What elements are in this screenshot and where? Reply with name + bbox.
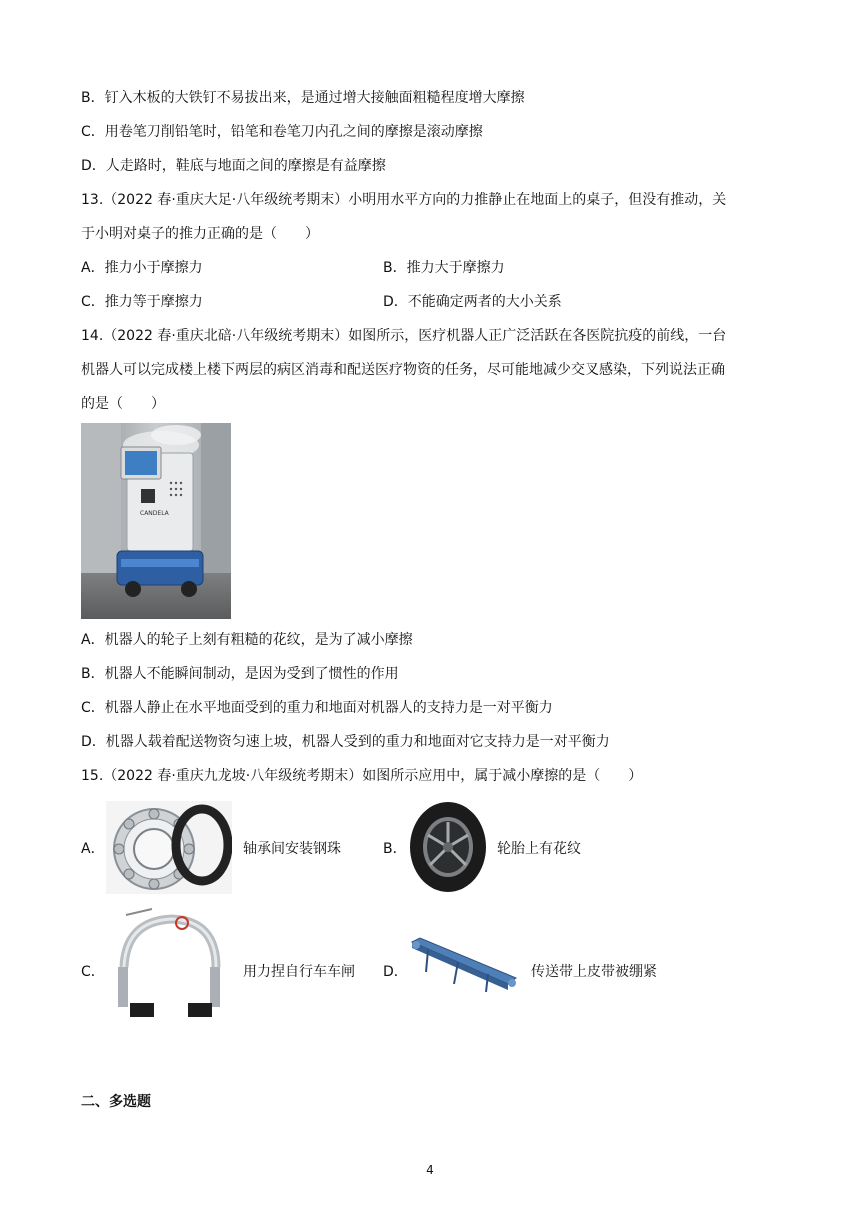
q13-option-d: D．不能确定两者的大小关系	[383, 294, 562, 310]
q15-option-d-letter: D．	[383, 964, 408, 980]
q15-option-c-letter: C．	[81, 964, 105, 980]
robot-brand-label: CANDELA	[140, 510, 169, 517]
q14-option-d: D．机器人载着配送物资匀速上坡，机器人受到的重力和地面对它支持力是一对平衡力	[81, 734, 610, 750]
q13-stem-line2: 于小明对桌子的推力正确的是（ ）	[81, 226, 319, 242]
page-number: 4	[426, 1163, 434, 1177]
q14-option-c: C．机器人静止在水平地面受到的重力和地面对机器人的支持力是一对平衡力	[81, 700, 553, 716]
q13-option-b: B．推力大于摩擦力	[383, 260, 505, 276]
q15-option-a-letter: A．	[81, 841, 105, 857]
q15-option-b-text: 轮胎上有花纹	[497, 841, 581, 857]
q15-option-c-text: 用力捏自行车车闸	[243, 964, 355, 980]
q12-option-d: D．人走路时，鞋底与地面之间的摩擦是有益摩擦	[81, 158, 386, 174]
q15-option-d-text: 传送带上皮带被绷紧	[531, 964, 657, 980]
q15-option-a-text: 轴承间安装钢珠	[243, 841, 341, 857]
q14-stem-line3: 的是（ ）	[81, 396, 165, 412]
q13-stem-line1: 13.（2022 春·重庆大足·八年级统考期末）小明用水平方向的力推静止在地面上的桌子，但没有推动，关	[81, 192, 727, 208]
section-title-multiple-choice: 二、多选题	[81, 1094, 151, 1110]
bearing-image	[106, 801, 232, 894]
q13-option-a: A．推力小于摩擦力	[81, 260, 203, 276]
q14-stem-line1: 14.（2022 春·重庆北碚·八年级统考期末）如图所示，医疗机器人正广泛活跃在各医院抗疫的前线，一台	[81, 328, 727, 344]
q14-option-a: A．机器人的轮子上刻有粗糙的花纹，是为了减小摩擦	[81, 632, 413, 648]
q13-option-c: C．推力等于摩擦力	[81, 294, 203, 310]
medical-robot-image	[81, 423, 231, 619]
q15-stem: 15.（2022 春·重庆九龙坡·八年级统考期末）如图所示应用中，属于减小摩擦的是（ ）	[81, 768, 643, 784]
tire-image	[408, 801, 488, 894]
bicycle-brake-image	[106, 907, 232, 1033]
q14-stem-line2: 机器人可以完成楼上楼下两层的病区消毒和配送医疗物资的任务，尽可能地减少交叉感染，下列说法正确	[81, 362, 725, 378]
q12-option-c: C．用卷笔刀削铅笔时，铅笔和卷笔刀内孔之间的摩擦是滚动摩擦	[81, 124, 483, 140]
q12-option-b: B．钉入木板的大铁钉不易拔出来，是通过增大接触面粗糙程度增大摩擦	[81, 90, 525, 106]
q14-option-b: B．机器人不能瞬间制动，是因为受到了惯性的作用	[81, 666, 399, 682]
conveyor-belt-image	[408, 934, 520, 996]
q15-option-b-letter: B．	[383, 841, 407, 857]
